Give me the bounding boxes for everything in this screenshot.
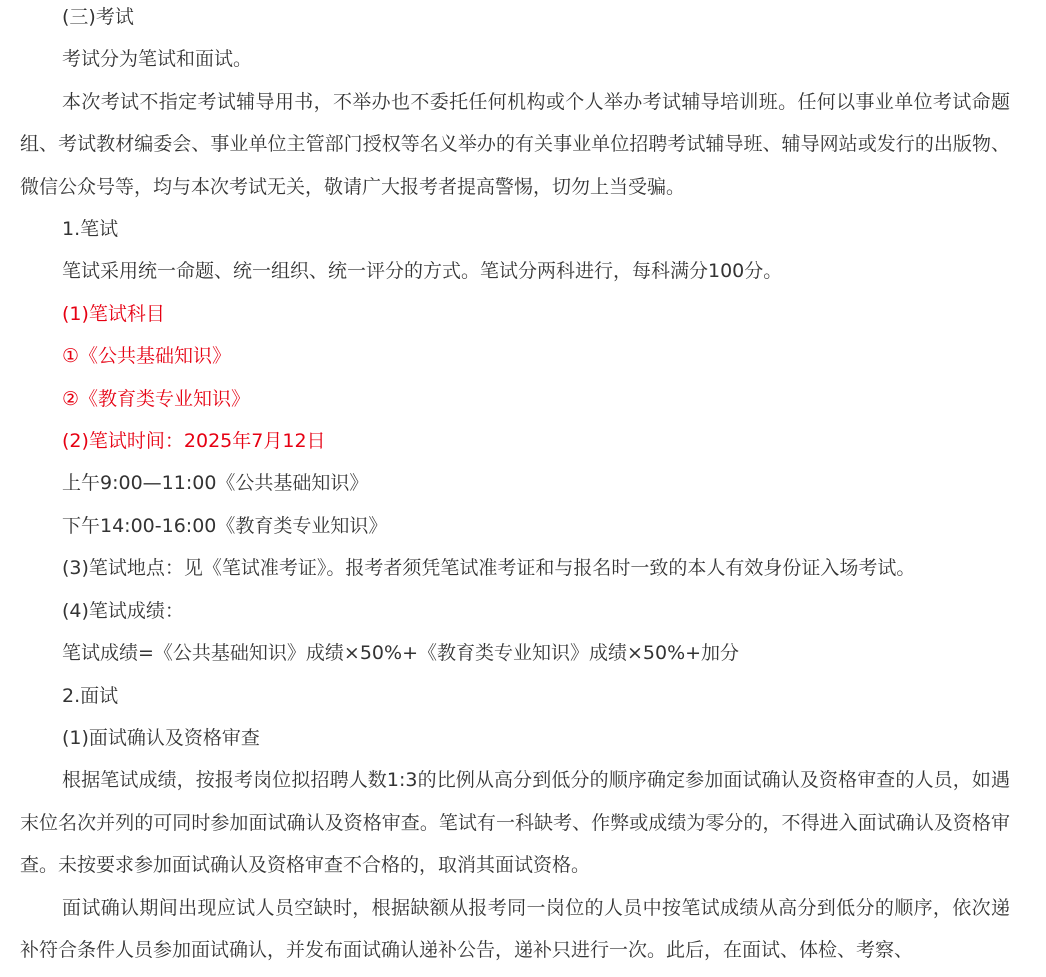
written-exam-location: (3)笔试地点：见《笔试准考证》。报考者须凭笔试准考证和与报名时一致的本人有效身份证入场考试。 [62,557,916,580]
written-exam-description: 笔试采用统一命题、统一组织、统一评分的方式。笔试分两科进行，每科满分100分。 [62,260,783,283]
interview-heading: 2.面试 [62,684,119,707]
interview-selection-paragraph: 根据笔试成绩，按报考岗位拟招聘人数1:3的比例从高分到低分的顺序确定参加面试确认及资格审查的人员，如遇末位名次并列的可同时参加面试确认及资格审查。笔试有一科缺考、作弊或成绩为零分的，不得进入面试确认及资格审查。未按要求参加面试确认及资格审查不合格的，取消其面试资格。 [20,769,1010,877]
written-exam-heading: 1.笔试 [62,218,119,241]
subject-item-education-knowledge: ②《教育类专业知识》 [62,387,251,410]
morning-schedule: 上午9:00—11:00《公共基础知识》 [62,472,369,495]
written-exam-date: (2)笔试时间：2025年7月12日 [62,430,326,453]
written-exam-score-heading: (4)笔试成绩： [62,599,184,622]
interview-vacancy-paragraph: 面试确认期间出现应试人员空缺时，根据缺额从报考同一岗位的人员中按笔试成绩从高分到低分的顺序，依次递补符合条件人员参加面试确认，并发布面试确认递补公告，递补只进行一次。此后，在面试、体检、考察、 [20,896,1010,961]
written-exam-subjects-heading: (1)笔试科目 [62,302,165,325]
afternoon-schedule: 下午14:00-16:00《教育类专业知识》 [62,514,388,537]
interview-confirmation-heading: (1)面试确认及资格审查 [62,726,260,749]
no-tutoring-notice-paragraph: 本次考试不指定考试辅导用书，不举办也不委托任何机构或个人举办考试辅导培训班。任何以事业单位考试命题组、考试教材编委会、事业单位主管部门授权等名义举办的有关事业单位招聘考试辅导班、辅导网站或发行的出版物、微信公众号等，均与本次考试无关，敬请广大报考者提高警惕，切勿上当受骗。 [20,90,1010,198]
subject-item-public-knowledge: ①《公共基础知识》 [62,345,232,368]
exam-intro-paragraph: 考试分为笔试和面试。 [62,48,253,71]
article-body [20,0,1010,971]
written-exam-score-formula: 笔试成绩=《公共基础知识》成绩×50%+《教育类专业知识》成绩×50%+加分 [62,642,740,665]
section-heading-exam: (三)考试 [62,6,134,28]
